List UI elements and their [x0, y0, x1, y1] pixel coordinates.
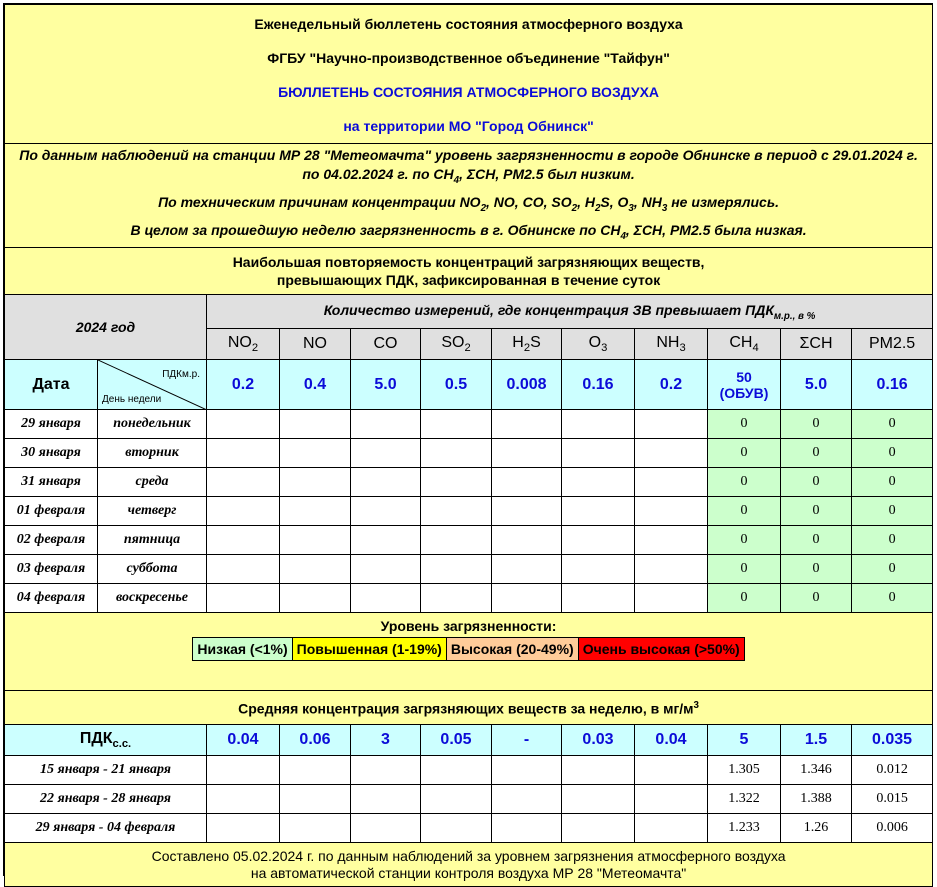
week-row	[5, 756, 933, 785]
day-value	[562, 410, 635, 439]
pollutant-base: NO	[303, 335, 327, 353]
pollutant-sub: 2	[523, 342, 531, 355]
pollutant-base: O	[588, 334, 602, 352]
day-row	[5, 555, 933, 584]
day-value	[562, 584, 635, 613]
day-value	[207, 468, 280, 497]
day-name: понедельник	[98, 410, 207, 439]
day-value	[492, 555, 562, 584]
pdk-mr-value: 0.16	[562, 360, 635, 410]
bulletin-table	[4, 4, 933, 887]
day-value: 0	[852, 410, 933, 439]
week-value	[562, 814, 635, 843]
day-value: 0	[708, 410, 781, 439]
legend-block	[5, 613, 933, 691]
pdk-ss-row	[5, 725, 933, 756]
week-value	[635, 785, 708, 814]
diag-bottom-label: День недели	[102, 394, 162, 406]
day-value	[351, 526, 421, 555]
day-date: 30 января	[5, 439, 98, 468]
day-value: 0	[708, 526, 781, 555]
day-value: 0	[781, 526, 852, 555]
week-value	[492, 785, 562, 814]
day-date: 01 февраля	[5, 497, 98, 526]
pollutant-base: ΣCH	[799, 335, 833, 353]
day-value	[562, 555, 635, 584]
pollutant-sub: 2	[251, 342, 259, 355]
week-value	[562, 756, 635, 785]
day-value	[421, 410, 492, 439]
day-value	[635, 439, 708, 468]
day-value: 0	[708, 439, 781, 468]
week-value	[207, 785, 280, 814]
day-value	[421, 497, 492, 526]
day-row	[5, 584, 933, 613]
day-value	[421, 468, 492, 497]
day-value	[280, 584, 351, 613]
pollutant-base: H	[512, 334, 524, 352]
week-value	[351, 756, 421, 785]
week-value	[492, 756, 562, 785]
day-value: 0	[708, 555, 781, 584]
date-label: Дата	[5, 360, 98, 410]
pdk-ss-value: 0.04	[207, 725, 280, 756]
week-value	[635, 814, 708, 843]
week-value: 1.26	[781, 814, 852, 843]
day-value	[421, 584, 492, 613]
day-value: 0	[852, 526, 933, 555]
day-value: 0	[781, 497, 852, 526]
pdk-mr-value: 0.2	[207, 360, 280, 410]
week-value	[492, 814, 562, 843]
week-value	[421, 785, 492, 814]
summary-paragraph-3: В целом за прошедшую неделю загрязненность в г. Обнинске по $CH_4$, ΣCH, PM2.5 была низкая.	[130, 221, 807, 242]
week-value: 0.006	[852, 814, 933, 843]
weekly-title: Средняя концентрация загрязняющих веществ за неделю, в $мг/м^3$	[5, 691, 933, 725]
pdk-mr-value: 0.2	[635, 360, 708, 410]
pdk-ss-value: 0.035	[852, 725, 933, 756]
week-value	[280, 814, 351, 843]
pollutant-header	[351, 329, 421, 360]
week-value: 0.015	[852, 785, 933, 814]
pollutant-base: NH	[656, 334, 680, 352]
week-value	[562, 785, 635, 814]
week-value: 1.388	[781, 785, 852, 814]
pollutant-header	[492, 329, 562, 360]
day-value	[492, 410, 562, 439]
day-row	[5, 439, 933, 468]
count-title: Количество измерений, где концентрация ЗВ превышает $ПДК_{м.р., в \%}$	[207, 295, 933, 329]
day-value	[351, 584, 421, 613]
day-value	[207, 439, 280, 468]
day-value	[562, 526, 635, 555]
pollutant-base: CH	[729, 334, 753, 352]
day-value: 0	[852, 497, 933, 526]
day-name: вторник	[98, 439, 207, 468]
week-value	[207, 814, 280, 843]
week-value	[421, 814, 492, 843]
footer-block	[5, 843, 933, 887]
day-name: среда	[98, 468, 207, 497]
pdk-ss-value: 0.04	[635, 725, 708, 756]
pollutant-header	[852, 329, 933, 360]
pdk-ss-value: 0.03	[562, 725, 635, 756]
day-date: 03 февраля	[5, 555, 98, 584]
day-value	[351, 497, 421, 526]
day-row	[5, 468, 933, 497]
day-value: 0	[781, 439, 852, 468]
day-value	[492, 497, 562, 526]
pdk-ss-value: -	[492, 725, 562, 756]
pollutant-header	[207, 329, 280, 360]
day-value: 0	[708, 584, 781, 613]
pdk-ss-value: 1.5	[781, 725, 852, 756]
pollutant-sub: 3	[679, 342, 686, 355]
day-value	[351, 410, 421, 439]
day-value	[280, 526, 351, 555]
footer-line-1: Составлено 05.02.2024 г. по данным наблюдений за уровнем загрязнения атмосферного воздуха	[151, 847, 786, 864]
day-value	[351, 439, 421, 468]
day-value	[207, 584, 280, 613]
day-value	[635, 584, 708, 613]
week-value	[351, 785, 421, 814]
footer-line-2: на автоматической станции контроля воздуха МР 28 "Метеомачта"	[250, 864, 687, 881]
pdk-mr-value: 0.16	[852, 360, 933, 410]
week-value: 1.346	[781, 756, 852, 785]
day-value: 0	[708, 468, 781, 497]
week-row	[5, 785, 933, 814]
day-value	[492, 584, 562, 613]
day-value	[492, 468, 562, 497]
day-value	[492, 439, 562, 468]
day-name: пятница	[98, 526, 207, 555]
year-label: 2024 год	[5, 295, 207, 360]
week-value	[635, 756, 708, 785]
legend-item: Низкая (<1%)	[193, 638, 292, 661]
day-value	[635, 555, 708, 584]
day-value	[280, 439, 351, 468]
day-value	[562, 497, 635, 526]
legend-item: Очень высокая (>50%)	[578, 638, 744, 661]
summary-block	[5, 144, 933, 248]
day-value: 0	[852, 584, 933, 613]
day-value: 0	[852, 439, 933, 468]
header-line-1: Еженедельный бюллетень состояния атмосферного воздуха	[254, 16, 683, 32]
pollutant-base: NO	[227, 334, 252, 352]
day-value	[421, 526, 492, 555]
week-value	[351, 814, 421, 843]
header-block	[5, 5, 933, 144]
pollutant-header	[421, 329, 492, 360]
legend-table	[192, 637, 744, 661]
header-line-3: БЮЛЛЕТЕНЬ СОСТОЯНИЯ АТМОСФЕРНОГО ВОЗДУХА	[278, 84, 660, 100]
day-value: 0	[781, 410, 852, 439]
day-value	[492, 526, 562, 555]
day-value	[421, 439, 492, 468]
day-value	[635, 497, 708, 526]
day-value	[562, 468, 635, 497]
pdk-mr-value: 5.0	[351, 360, 421, 410]
day-value	[421, 555, 492, 584]
summary-paragraph-2: По техническим причинам концентрации $NO_2$, NO, CO, $SO_2$, $H_2S$, $O_3$, $NH_3$ не измерялись.	[158, 193, 780, 214]
pdk-ss-value: 0.05	[421, 725, 492, 756]
week-value	[207, 756, 280, 785]
pollutant-header	[635, 329, 708, 360]
day-name: воскресенье	[98, 584, 207, 613]
legend-title: Уровень загрязненности:	[380, 618, 557, 635]
pdk-ss-value: 3	[351, 725, 421, 756]
pollutant-tail: S	[530, 334, 541, 352]
week-value: 1.233	[708, 814, 781, 843]
legend-item: Повышенная (1-19%)	[292, 638, 446, 661]
day-value	[207, 410, 280, 439]
day-value	[207, 497, 280, 526]
day-value: 0	[708, 497, 781, 526]
day-value: 0	[781, 468, 852, 497]
pdk-mr-row	[5, 360, 933, 410]
pdk-mr-value: 5.0	[781, 360, 852, 410]
week-value	[280, 756, 351, 785]
day-date: 02 февраля	[5, 526, 98, 555]
header-line-2: ФГБУ "Научно-производственное объединение "Тайфун"	[267, 50, 670, 66]
pollutant-header	[708, 329, 781, 360]
diag-top-label: ПДКм.р.	[162, 369, 200, 381]
day-value	[635, 410, 708, 439]
day-value	[351, 468, 421, 497]
day-row	[5, 410, 933, 439]
week-value: 1.305	[708, 756, 781, 785]
day-value	[635, 468, 708, 497]
bulletin-sheet	[3, 3, 933, 881]
day-name: суббота	[98, 555, 207, 584]
day-value: 0	[781, 555, 852, 584]
week-value: 1.322	[708, 785, 781, 814]
day-value	[562, 439, 635, 468]
week-value: 0.012	[852, 756, 933, 785]
pollutant-header	[562, 329, 635, 360]
pollutant-base: SO	[441, 334, 465, 352]
day-value	[280, 410, 351, 439]
pollutant-sub: 4	[752, 342, 759, 355]
week-period: 15 января - 21 января	[5, 756, 207, 785]
day-value	[351, 555, 421, 584]
week-period: 22 января - 28 января	[5, 785, 207, 814]
pollutant-sub: 2	[464, 342, 471, 355]
pollutant-base: PM2.5	[868, 335, 916, 353]
pdk-ss-label: $ПДК_{с.с.}$	[5, 725, 207, 756]
day-value	[280, 555, 351, 584]
pollutant-header	[781, 329, 852, 360]
pdk-mr-value: 50 (ОБУВ)	[708, 360, 781, 410]
day-value: 0	[781, 584, 852, 613]
week-row	[5, 814, 933, 843]
pollutant-base: CO	[373, 335, 398, 353]
header-line-4: на территории МО "Город Обнинск"	[343, 118, 594, 134]
legend-item: Высокая (20-49%)	[446, 638, 578, 661]
day-value	[207, 526, 280, 555]
day-value: 0	[852, 555, 933, 584]
pdk-mr-value: 0.008	[492, 360, 562, 410]
day-date: 31 января	[5, 468, 98, 497]
day-name: четверг	[98, 497, 207, 526]
day-row	[5, 497, 933, 526]
pdk-ss-value: 5	[708, 725, 781, 756]
day-value	[207, 555, 280, 584]
day-row	[5, 526, 933, 555]
exceed-title: Наибольшая повторяемость концентраций загрязняющих веществ, превышающих ПДК, зафиксированная в течение суток	[5, 248, 933, 295]
pdk-mr-value: 0.4	[280, 360, 351, 410]
pollutant-sub: 3	[601, 342, 608, 355]
summary-paragraph-1: По данным наблюдений на станции МР 28 "Метеомачта" уровень загрязненности в городе Обнинске в период с 29.01.2024 г. по 04.02.2024 г. по $CH_4$, ΣCH, PM2.5 был низким.	[19, 147, 918, 186]
pollutant-header	[280, 329, 351, 360]
day-date: 29 января	[5, 410, 98, 439]
week-value	[421, 756, 492, 785]
diagonal-header	[98, 360, 207, 410]
day-value	[635, 526, 708, 555]
pdk-ss-value: 0.06	[280, 725, 351, 756]
week-value	[280, 785, 351, 814]
day-value: 0	[852, 468, 933, 497]
day-value	[280, 497, 351, 526]
day-date: 04 февраля	[5, 584, 98, 613]
day-value	[280, 468, 351, 497]
week-period: 29 января - 04 февраля	[5, 814, 207, 843]
pdk-mr-value: 0.5	[421, 360, 492, 410]
